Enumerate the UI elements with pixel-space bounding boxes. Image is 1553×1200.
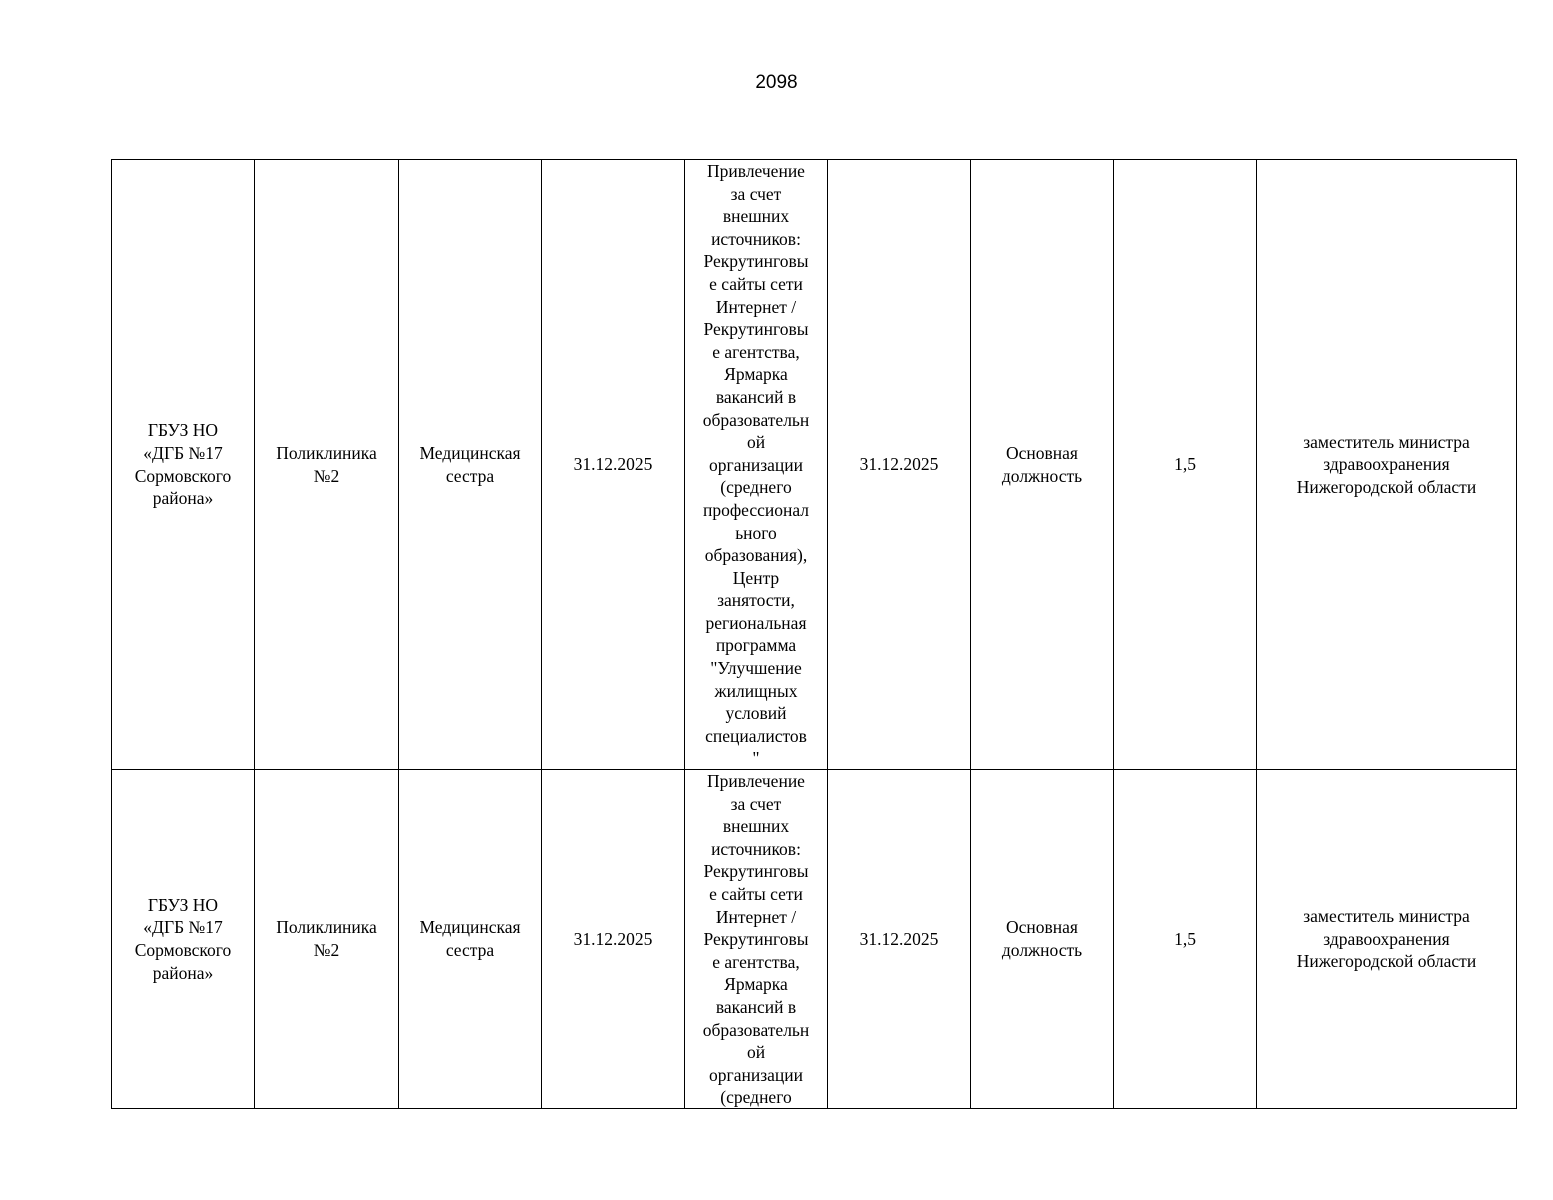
employment-type-cell: Основная должность — [971, 160, 1114, 770]
department-cell: Поликлиника №2 — [255, 770, 399, 1109]
employment-type-cell: Основная должность — [971, 770, 1114, 1109]
sources-cell: Привлечение за счет внешних источников: Рекрутинговы е сайты сети Интернет / Рекрутинговы е агентства, Ярмарка вакансий в образовательн ой организации (среднего профессионал ьного образования), Центр занятости, региональная программа "Улучшение жилищных условий специалистов " — [685, 160, 828, 770]
rate-cell: 1,5 — [1114, 160, 1257, 770]
date-cell: 31.12.2025 — [542, 770, 685, 1109]
position-cell: Медицинская сестра — [399, 770, 542, 1109]
page-number: 2098 — [755, 72, 798, 93]
table-row — [112, 160, 1517, 770]
department-cell: Поликлиника №2 — [255, 160, 399, 770]
data-table — [111, 159, 1517, 1109]
date-cell: 31.12.2025 — [828, 770, 971, 1109]
rate-cell: 1,5 — [1114, 770, 1257, 1109]
organization-cell: ГБУЗ НО «ДГБ №17 Сормовского района» — [112, 160, 255, 770]
position-cell: Медицинская сестра — [399, 160, 542, 770]
sources-cell: Привлечение за счет внешних источников: Рекрутинговы е сайты сети Интернет / Рекрутинговы е агентства, Ярмарка вакансий в образовательн ой организации (среднего — [685, 770, 828, 1109]
date-cell: 31.12.2025 — [828, 160, 971, 770]
organization-cell: ГБУЗ НО «ДГБ №17 Сормовского района» — [112, 770, 255, 1109]
responsible-cell: заместитель министра здравоохранения Нижегородской области — [1257, 160, 1517, 770]
date-cell: 31.12.2025 — [542, 160, 685, 770]
responsible-cell: заместитель министра здравоохранения Нижегородской области — [1257, 770, 1517, 1109]
table-row — [112, 770, 1517, 1109]
